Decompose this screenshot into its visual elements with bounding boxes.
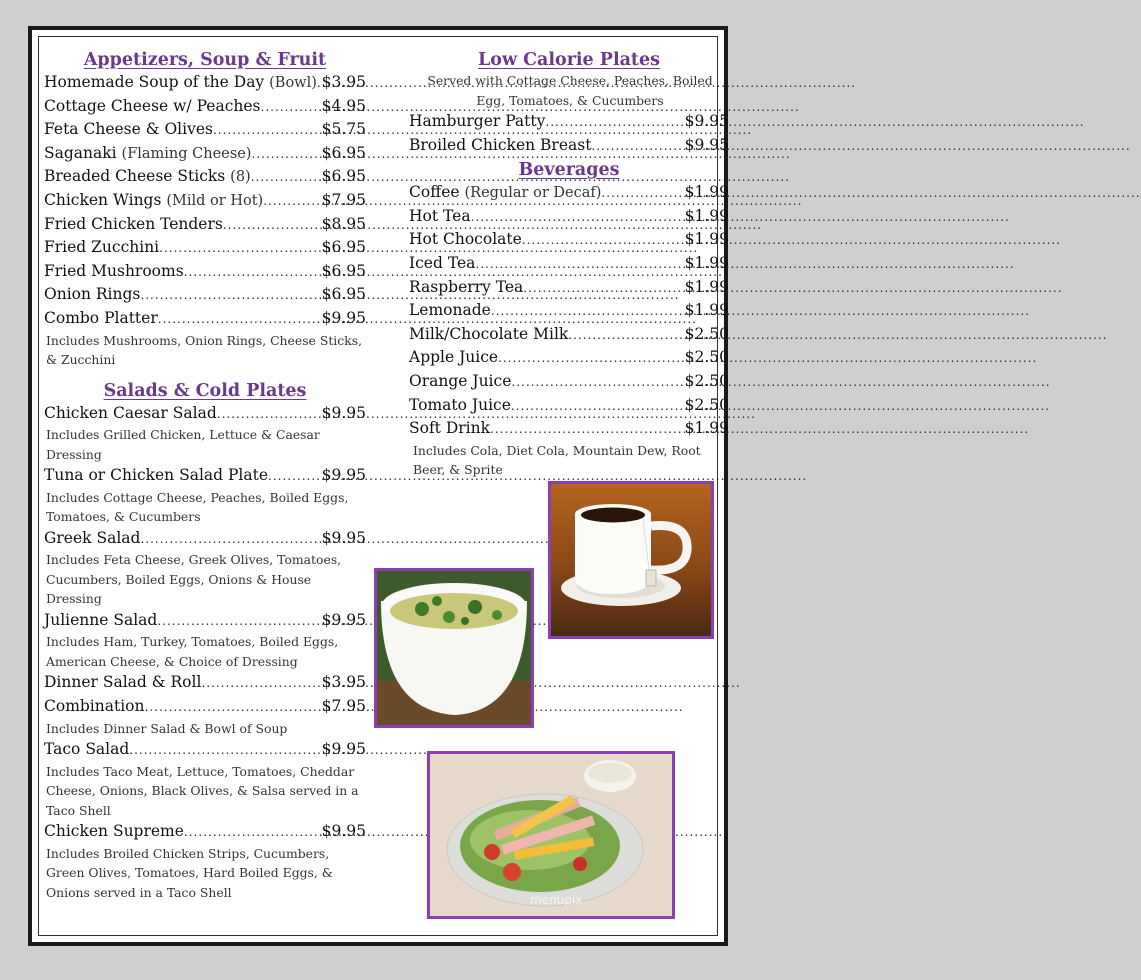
menu-item [409, 394, 729, 418]
menu-item [409, 323, 729, 347]
menu-item [409, 228, 729, 252]
item-note: (Bowl) [269, 75, 317, 91]
salads-heading: Salads & Cold Plates [103, 380, 307, 401]
item-price: $9.95 [321, 528, 366, 547]
item-name: Onion Rings [44, 285, 141, 304]
broccoli-soup-image [377, 571, 531, 725]
item-name: Chicken Caesar Salad [44, 403, 217, 422]
menu-item [44, 820, 366, 844]
menu-item [409, 205, 729, 229]
item-description: Includes Cola, Diet Cola, Mountain Dew, Root Beer, & Sprite [413, 442, 701, 478]
watermark: menupix [530, 893, 583, 907]
item-price: $3.95 [321, 673, 366, 692]
menu-item [44, 260, 366, 284]
item-name: Coffee [409, 183, 460, 202]
menu-item [44, 307, 366, 331]
beverages-heading: Beverages [518, 160, 620, 181]
menu-item [44, 464, 366, 488]
menu-page [28, 26, 728, 946]
menu-item [44, 402, 366, 426]
item-price: $2.50 [684, 324, 729, 343]
item-description: Includes Cottage Cheese, Peaches, Boiled Eggs, Tomatoes, & Cucumbers [46, 489, 349, 525]
item-note: (Mild or Hot) [166, 192, 264, 209]
item-name: Apple Juice [409, 348, 499, 367]
item-name: Tuna or Chicken Salad Plate [44, 466, 269, 485]
item-price: $9.95 [321, 308, 366, 327]
chef-salad-image [430, 754, 672, 916]
item-price: $9.95 [684, 112, 729, 130]
item-price: $6.95 [321, 238, 366, 257]
low-calorie-heading: Low Calorie Plates [477, 50, 661, 70]
menu-item [44, 695, 366, 719]
item-price: $9.95 [321, 466, 366, 485]
item-price: $2.50 [684, 395, 729, 414]
item-price: $7.95 [321, 697, 366, 715]
item-name: Saganaki [44, 143, 117, 162]
item-name: Fried Mushrooms [44, 261, 184, 280]
item-name: Lemonade [409, 301, 491, 320]
item-price: $1.99 [684, 183, 729, 202]
menu-item [44, 189, 366, 213]
menu-item [44, 213, 366, 237]
item-price: $1.99 [684, 253, 729, 272]
item-description: Includes Taco Meat, Lettuce, Tomatoes, Cheddar Cheese, Onions, Black Olives, & Salsa served in a Taco Shell [46, 763, 359, 818]
coffee-cup-image [551, 484, 711, 636]
item-price: $9.95 [321, 403, 366, 422]
menu-item [409, 110, 729, 134]
menu-item [44, 283, 366, 307]
item-description: Includes Feta Cheese, Greek Olives, Tomatoes, Cucumbers, Boiled Eggs, Onions & House Dressing [46, 552, 342, 607]
item-price: $7.95 [321, 190, 366, 209]
item-name: Orange Juice [409, 371, 512, 390]
item-price: $4.95 [321, 96, 366, 115]
menu-item [409, 134, 729, 158]
item-name: Hot Chocolate [409, 230, 522, 249]
menu-item [409, 370, 729, 394]
item-description: Includes Dinner Salad & Bowl of Soup [46, 720, 288, 736]
item-name: Chicken Supreme [44, 822, 184, 841]
item-name: Julienne Salad [44, 610, 158, 629]
item-price: $9.95 [684, 135, 729, 154]
item-description: Includes Ham, Turkey, Tomatoes, Boiled Eggs, American Cheese, & Choice of Dressing [46, 634, 339, 669]
menu-item [44, 671, 366, 695]
item-price: $1.99 [684, 419, 729, 438]
item-description: Includes Grilled Chicken, Lettuce & Caesar Dressing [46, 427, 320, 462]
item-price: $9.95 [321, 822, 366, 841]
item-name: Hamburger Patty [409, 112, 546, 130]
menu-item [409, 417, 729, 441]
menu-item [44, 118, 366, 142]
item-price: $6.95 [321, 261, 366, 280]
item-name: Milk/Chocolate Milk [409, 324, 569, 343]
item-name: Breaded Cheese Sticks [44, 167, 226, 186]
menu-item [409, 346, 729, 370]
item-description: Includes Broiled Chicken Strips, Cucumbers, Green Olives, Tomatoes, Hard Boiled Eggs, & Onions served in a Taco Shell [46, 845, 333, 900]
item-description: Includes Mushrooms, Onion Rings, Cheese Sticks, & Zucchini [46, 332, 363, 368]
item-price: $6.95 [321, 285, 366, 304]
item-name: Hot Tea [409, 206, 471, 225]
item-price: $6.95 [321, 143, 366, 162]
menu-item [409, 299, 729, 323]
item-name: Homemade Soup of the Day [44, 73, 265, 91]
item-price: $9.95 [321, 610, 366, 629]
item-price: $3.95 [321, 73, 366, 91]
menu-item [409, 181, 729, 205]
item-name: Chicken Wings [44, 190, 162, 209]
menu-item [44, 165, 366, 189]
appetizers-heading: Appetizers, Soup & Fruit [83, 50, 327, 70]
menu-item [44, 738, 366, 762]
menu-item [44, 142, 366, 166]
menu-inner-border [38, 36, 729, 936]
item-name: Combo Platter [44, 308, 158, 327]
item-price: $1.99 [684, 277, 729, 296]
item-name: Fried Zucchini [44, 238, 160, 257]
menu-item [44, 527, 366, 551]
item-price: $1.99 [684, 301, 729, 320]
item-name: Tomato Juice [409, 395, 511, 414]
soup-photo [374, 568, 534, 728]
item-name: Feta Cheese & Olives [44, 120, 213, 139]
section-description: Served with Cottage Cheese, Peaches, Boiled Egg, Tomatoes, & Cucumbers [427, 73, 713, 108]
menu-item [44, 609, 366, 633]
item-name: Broiled Chicken Breast [409, 135, 592, 154]
coffee-photo [548, 481, 714, 639]
item-note: (8) [230, 169, 251, 186]
item-name: Cottage Cheese w/ Peaches [44, 96, 261, 115]
item-name: Greek Salad [44, 528, 141, 547]
item-name: Soft Drink [409, 419, 491, 438]
item-price: $2.50 [684, 348, 729, 367]
item-price: $1.99 [684, 206, 729, 225]
item-price: $1.99 [684, 230, 729, 249]
item-name: Raspberry Tea [409, 277, 524, 296]
menu-item [44, 71, 366, 95]
item-name: Combination [44, 697, 145, 715]
item-note: (Regular or Decaf) [464, 185, 602, 202]
item-name: Dinner Salad & Roll [44, 673, 202, 692]
item-name: Fried Chicken Tenders [44, 214, 223, 233]
menu-item [409, 276, 729, 300]
menu-item [44, 95, 366, 119]
menu-item [409, 252, 729, 276]
item-price: $5.75 [321, 120, 366, 139]
item-price: $2.50 [684, 371, 729, 390]
item-name: Iced Tea [409, 253, 476, 272]
item-name: Taco Salad [44, 740, 130, 759]
salad-photo [427, 751, 675, 919]
menu-item [44, 236, 366, 260]
item-note: (Flaming Cheese) [121, 145, 252, 162]
item-price: $6.95 [321, 167, 366, 186]
right-column [409, 49, 729, 480]
item-price: $8.95 [321, 214, 366, 233]
left-column [44, 49, 366, 902]
item-price: $9.95 [321, 740, 366, 759]
